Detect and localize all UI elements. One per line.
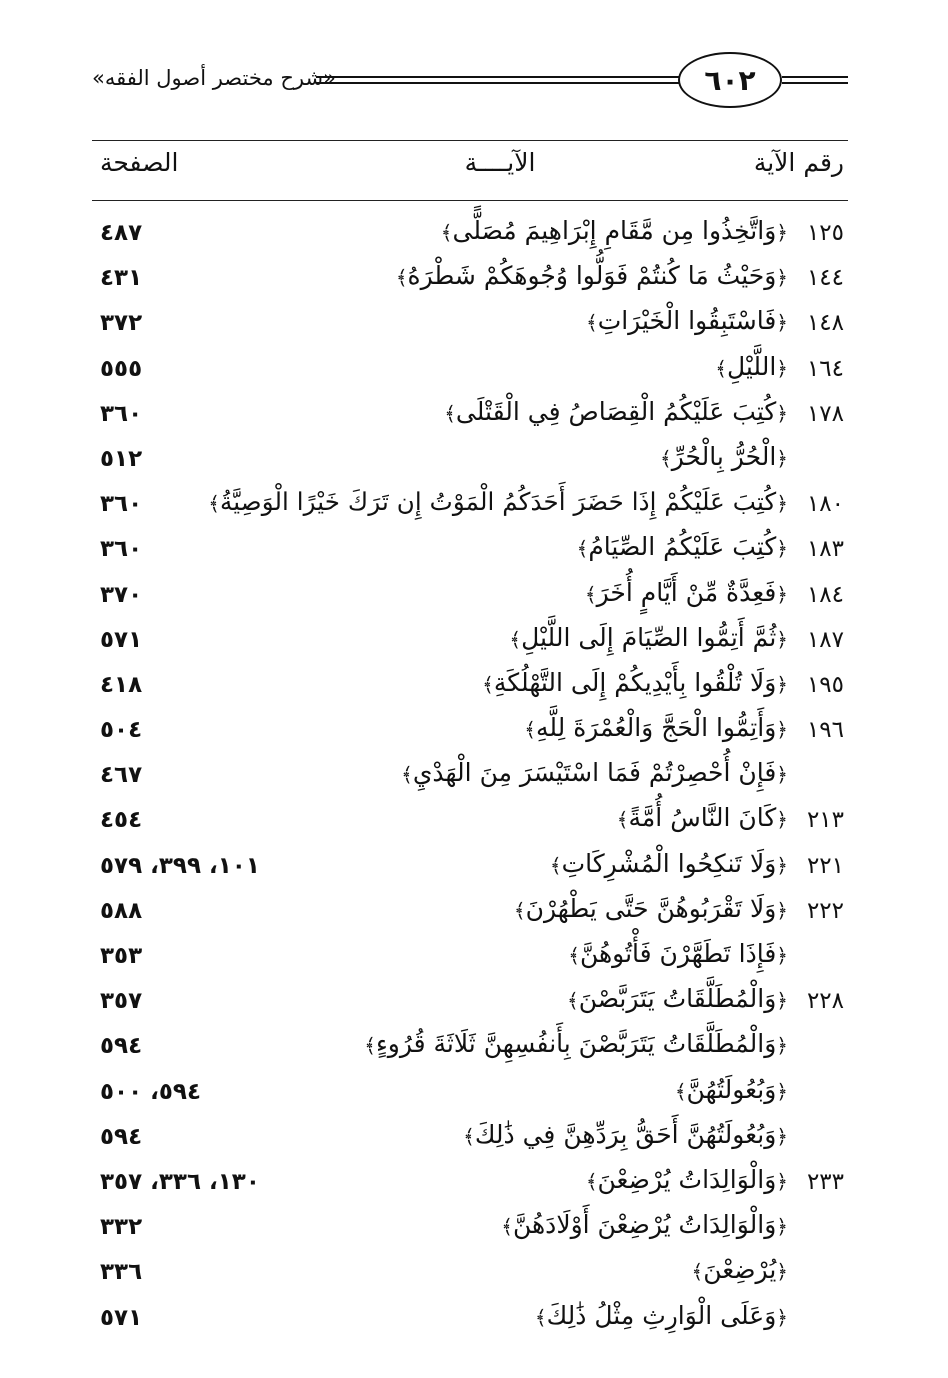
verse-number: ١٩٥ [806,671,844,698]
verse-text [396,261,788,290]
header-rule-left [316,76,684,84]
ornate-bracket-close-icon: ﴾ [691,1259,704,1284]
page-references: ٥٩٤ [100,1033,143,1060]
table-row [0,440,948,485]
ornate-bracket-open-icon: ﴿ [776,1033,788,1058]
page-references: ٣٦٠ [100,536,143,563]
verse-number: ١٤٨ [806,310,844,337]
verse-words: وَبُعُولَتُهُنَّ أَحَقُّ بِرَدِّهِنَّ فِي ذَٰلِكَ [474,1119,777,1149]
ornate-bracket-open-icon: ﴿ [776,582,788,606]
ornate-bracket-close-icon: ﴾ [208,491,221,516]
ornate-bracket-open-icon: ﴿ [776,672,788,697]
ornate-bracket-open-icon: ﴿ [776,536,788,561]
ornate-bracket-open-icon: ﴿ [776,401,788,426]
verse-text [585,578,788,607]
verse-words: وَبُعُولَتُهُنَّ [686,1074,777,1104]
verse-words: فَاسْتَبِقُوا الْخَيْرَاتِ [597,306,777,336]
page-references: ٣٦٠ [100,400,143,427]
verse-words: اللَّيْلِ [726,351,777,381]
verse-words: كُتِبَ عَلَيْكُمْ إِذَا حَضَرَ أَحَدَكُمُ الْمَوْتُ إِن تَرَكَ خَيْرًا الْوَصِيَّةُ [220,487,777,517]
ornate-bracket-open-icon: ﴿ [776,762,788,787]
table-row [0,937,948,982]
ornate-bracket-open-icon: ﴿ [776,988,788,1013]
verse-number: ٢١٣ [806,807,844,834]
running-header [92,52,848,114]
ornate-bracket-close-icon: ﴾ [568,943,580,968]
ornate-bracket-open-icon: ﴿ [776,310,788,335]
table-row [0,756,948,801]
page-number-badge [678,52,782,108]
ornate-bracket-open-icon: ﴿ [776,1124,788,1149]
table-header-rule [92,200,848,201]
page-references: ٤٥٤ [100,807,143,834]
page-references: ٤٣١ [100,265,143,292]
page-references: ٣٣٦ [100,1259,143,1286]
verse-number: ١٢٥ [806,220,844,246]
ornate-bracket-open-icon: ﴿ [776,1305,788,1329]
ornate-bracket-open-icon: ﴿ [776,220,788,245]
verse-words: كُتِبَ عَلَيْكُمُ الْقِصَاصُ فِي الْقَتْلَى [455,396,777,426]
verse-number: ٢٢٢ [806,897,844,924]
verse-index-table [0,214,948,1344]
page-references: ٥٩٤ [100,1123,143,1150]
page-number: ٦٠٢ [704,63,756,97]
verse-words: فَعِدَّةٌ مِّنْ أَيَّامٍ أُخَرَ [596,577,777,607]
ornate-bracket-open-icon: ﴿ [776,1259,788,1284]
ornate-bracket-open-icon: ﴿ [776,717,788,742]
verse-text [675,1075,788,1104]
table-row [0,576,948,621]
column-header-pages: الصفحة [100,148,179,177]
page-references: ٥٠٤ [100,717,143,744]
verse-text [482,668,788,697]
ornate-bracket-open-icon: ﴿ [776,446,788,471]
verse-words: وَأَتِمُّوا الْحَجَّ وَالْعُمْرَةَ لِلَّهِ [535,713,777,743]
verse-words: كَانَ النَّاسُ أُمَّةً [628,803,777,833]
verse-text [524,713,788,742]
ornate-bracket-close-icon: ﴾ [584,582,597,606]
verse-words: ثُمَّ أَتِمُّوا الصِّيَامَ إِلَى اللَّيْلِ [521,622,777,652]
verse-text [577,532,788,561]
ornate-bracket-close-icon: ﴾ [616,807,629,832]
ornate-bracket-close-icon: ﴾ [463,1124,475,1149]
verse-text [586,1165,788,1194]
ornate-bracket-open-icon: ﴿ [776,356,788,381]
verse-number: ١٨٠ [806,491,844,518]
ornate-bracket-close-icon: ﴾ [534,1305,547,1329]
verse-text [550,849,788,878]
verse-text [501,1210,788,1239]
page-references: ٥٩٤، ٥٠٠ [100,1078,201,1105]
verse-text [401,758,788,787]
ornate-bracket-open-icon: ﴿ [776,807,788,832]
verse-words: فَإِذَا تَطَهَّرْنَ فَأْتُوهُنَّ [579,939,777,968]
verse-words: وَلَا تُلْقُوا بِأَيْدِيكُمْ إِلَى التَّهْلُكَةِ [493,667,777,697]
ornate-bracket-close-icon: ﴾ [482,672,494,697]
verse-number: ١٧٨ [806,400,844,427]
verse-text [441,216,788,245]
ornate-bracket-close-icon: ﴾ [444,401,456,426]
page-references: ١٠١، ٣٩٩، ٥٧٩ [100,852,260,879]
ornate-bracket-open-icon: ﴿ [776,1169,788,1194]
table-row [0,214,948,259]
verse-number: ١٩٦ [806,717,844,744]
ornate-bracket-close-icon: ﴾ [509,627,522,652]
ornate-bracket-close-icon: ﴾ [566,988,579,1013]
verse-text [463,1120,788,1149]
book-title: «شرح مختصر أصول الفقه» [92,66,336,90]
verse-text [535,1301,788,1330]
table-row [0,801,948,846]
verse-text [567,984,788,1013]
column-header-verse: الآيــــة [464,148,536,177]
ornate-bracket-open-icon: ﴿ [776,1214,788,1239]
ornate-bracket-close-icon: ﴾ [674,1079,687,1104]
table-row [0,1118,948,1163]
table-top-rule [92,140,848,141]
page-references: ٥٧١ [100,626,143,653]
verse-text [509,623,788,652]
table-row [0,259,948,304]
verse-words: وَعَلَى الْوَارِثِ مِثْلُ ذَٰلِكَ [546,1300,777,1330]
verse-number: ٢٢٨ [806,988,844,1015]
page-references: ٣٣٢ [100,1214,143,1241]
ornate-bracket-open-icon: ﴿ [776,1079,788,1104]
page-references: ٣٧٠ [100,581,143,608]
ornate-bracket-close-icon: ﴾ [501,1214,513,1239]
verse-text [514,894,788,923]
table-row [0,982,948,1027]
table-row [0,1299,948,1344]
table-row [0,621,948,666]
table-row [0,847,948,892]
verse-words: يُرْضِعْنَ [703,1255,777,1285]
verse-words: وَلَا تَنكِحُوا الْمُشْرِكَاتِ [561,848,777,878]
ornate-bracket-close-icon: ﴾ [395,265,408,290]
verse-number: ١٤٤ [806,265,844,292]
verse-text [444,397,788,426]
ornate-bracket-open-icon: ﴿ [776,943,788,968]
table-row [0,1253,948,1298]
verse-words: فَإِنْ أُحْصِرْتُمْ فَمَا اسْتَيْسَرَ مِنَ الْهَدْيِ [412,758,777,788]
ornate-bracket-close-icon: ﴾ [440,220,453,245]
table-row [0,1073,948,1118]
verse-words: الْحُرُّ بِالْحُرِّ [671,441,777,471]
page-references: ٥٧١ [100,1304,143,1331]
verse-number: ١٨٤ [806,581,844,608]
page-references: ٥٨٨ [100,897,143,924]
verse-number: ١٨٣ [806,536,844,563]
ornate-bracket-open-icon: ﴿ [776,898,788,923]
verse-text [617,803,788,832]
verse-words: كُتِبَ عَلَيْكُمُ الصِّيَامُ [588,532,777,562]
verse-number: ١٨٧ [806,626,844,653]
table-row [0,666,948,711]
verse-words: وَالْوَالِدَاتُ يُرْضِعْنَ [597,1164,777,1194]
verse-words: وَلَا تَقْرَبُوهُنَّ حَتَّى يَطْهُرْنَ [525,893,777,923]
verse-number: ٢٢١ [806,852,844,879]
verse-text [691,1255,788,1284]
header-rule-right [782,76,848,84]
ornate-bracket-open-icon: ﴿ [776,265,788,290]
table-row [0,892,948,937]
verse-words: وَحَيْثُ مَا كُنتُمْ فَوَلُّوا وُجُوهَكُمْ شَطْرَهُ [407,261,777,291]
table-row [0,1027,948,1072]
column-header-verse-number: رقم الآية [753,148,844,177]
ornate-bracket-open-icon: ﴿ [776,627,788,652]
verse-words: وَالْمُطَلَّقَاتُ يَتَرَبَّصْنَ بِأَنفُسِهِنَّ ثَلَاثَةَ قُرُوءٍ [376,1029,777,1059]
ornate-bracket-close-icon: ﴾ [524,717,536,742]
page-references: ٤٨٧ [100,220,143,246]
verse-words: وَالْوَالِدَاتُ يُرْضِعْنَ أَوْلَادَهُنَّ [512,1210,777,1240]
ornate-bracket-close-icon: ﴾ [715,356,727,381]
verse-text [660,442,788,471]
table-row [0,711,948,756]
ornate-bracket-open-icon: ﴿ [776,853,788,878]
table-row [0,395,948,440]
ornate-bracket-close-icon: ﴾ [585,310,598,335]
verse-number: ٢٣٣ [806,1168,844,1195]
page-references: ١٣٠، ٣٣٦، ٣٥٧ [100,1168,260,1195]
page-references: ٣٦٠ [100,491,143,518]
table-row [0,1208,948,1253]
table-row [0,530,948,575]
table-row [0,350,948,395]
page-references: ٤١٨ [100,671,143,698]
ornate-bracket-close-icon: ﴾ [401,762,413,787]
verse-text [364,1029,788,1058]
verse-text [568,939,788,968]
verse-words: وَاتَّخِذُوا مِن مَّقَامِ إِبْرَاهِيمَ مُصَلًّى [452,216,777,245]
ornate-bracket-close-icon: ﴾ [576,536,589,561]
table-row [0,304,948,349]
verse-text [715,352,788,381]
verse-number: ١٦٤ [806,355,844,382]
page-references: ٤٦٧ [100,762,143,789]
verse-text [586,306,788,335]
ornate-bracket-close-icon: ﴾ [513,898,526,923]
page-references: ٣٥٣ [100,943,143,969]
ornate-bracket-close-icon: ﴾ [659,446,672,471]
table-row [0,485,948,530]
ornate-bracket-close-icon: ﴾ [549,853,562,878]
table-row [0,1163,948,1208]
page-references: ٥١٢ [100,445,143,472]
verse-text [208,487,788,516]
page-references: ٣٧٢ [100,310,143,337]
ornate-bracket-open-icon: ﴿ [776,491,788,516]
ornate-bracket-close-icon: ﴾ [585,1169,598,1194]
page-references: ٥٥٥ [100,355,143,382]
verse-words: وَالْمُطَلَّقَاتُ يَتَرَبَّصْنَ [578,984,777,1014]
ornate-bracket-close-icon: ﴾ [364,1033,376,1058]
page-references: ٣٥٧ [100,988,143,1015]
